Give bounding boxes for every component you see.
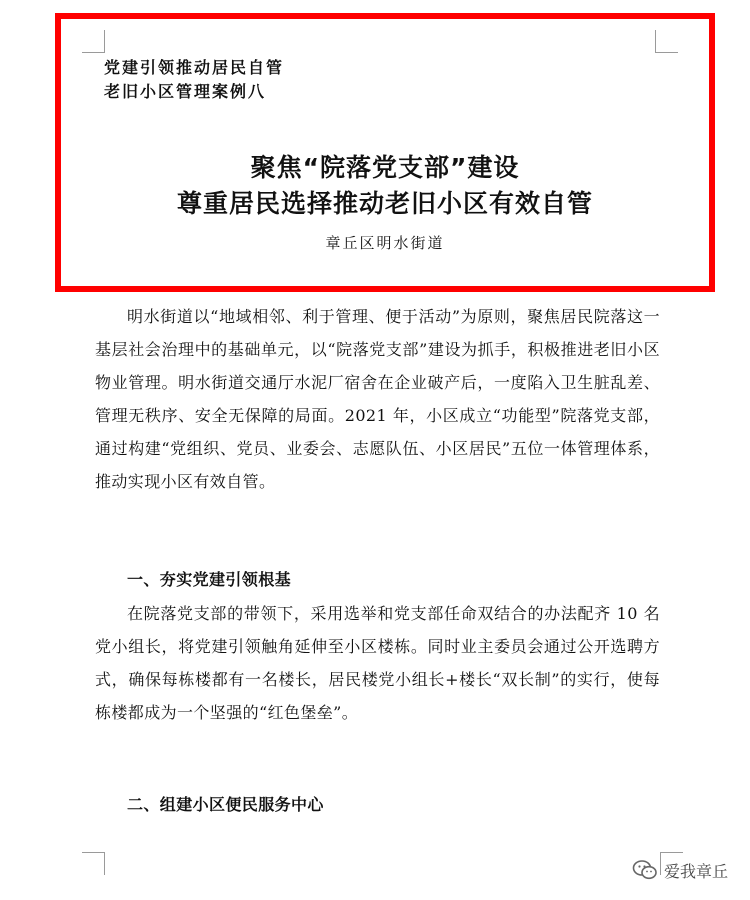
- wechat-watermark: [632, 858, 728, 882]
- series-line-1: 党建引领推动居民自管: [104, 58, 285, 77]
- series-line-2: 老旧小区管理案例八: [104, 82, 267, 101]
- document-author: 章丘区明水街道: [325, 234, 445, 252]
- document-title-line-1: 聚焦“院落党支部”建设: [250, 153, 520, 182]
- watermark-text: 爱我章丘: [663, 861, 728, 881]
- document-title-line-2: 尊重居民选择推动老旧小区有效自管: [176, 189, 593, 218]
- body-paragraph-2: 在院落党支部的带领下，采用选举和党支部任命双结合的办法配齐 10 名党小组长，将党建引领触角延伸至小区楼栋。同时业主委员会通过公开选聘方式，确保每栋楼都有一名楼长，居民楼党小组长+楼长“双长制”的实行，使每栋楼都成为一个坚强的“红色堡垒”。: [95, 604, 660, 722]
- section-heading-1: 一、夯实党建引领根基: [127, 570, 292, 589]
- crop-mark-bottom-left: [82, 852, 105, 875]
- series-header: [104, 56, 284, 104]
- body-paragraph-1: 明水街道以“地域相邻、利于管理、便于活动”为原则，聚焦居民院落这一基层社会治理中的基础单元，以“院落党支部”建设为抓手，积极推进老旧小区物业管理。明水街道交通厅水泥厂宿舍在企业破产后，一度陷入卫生脏乱差、管理无秩序、安全无保障的局面。2021 年，小区成立“功能型”院落党支部，通过构建“党组织、党员、业委会、志愿队伍、小区居民”五位一体管理体系，推动实现小区有效自管。: [95, 307, 660, 491]
- section-heading-2: 二、组建小区便民服务中心: [127, 795, 324, 814]
- wechat-icon: [632, 859, 658, 881]
